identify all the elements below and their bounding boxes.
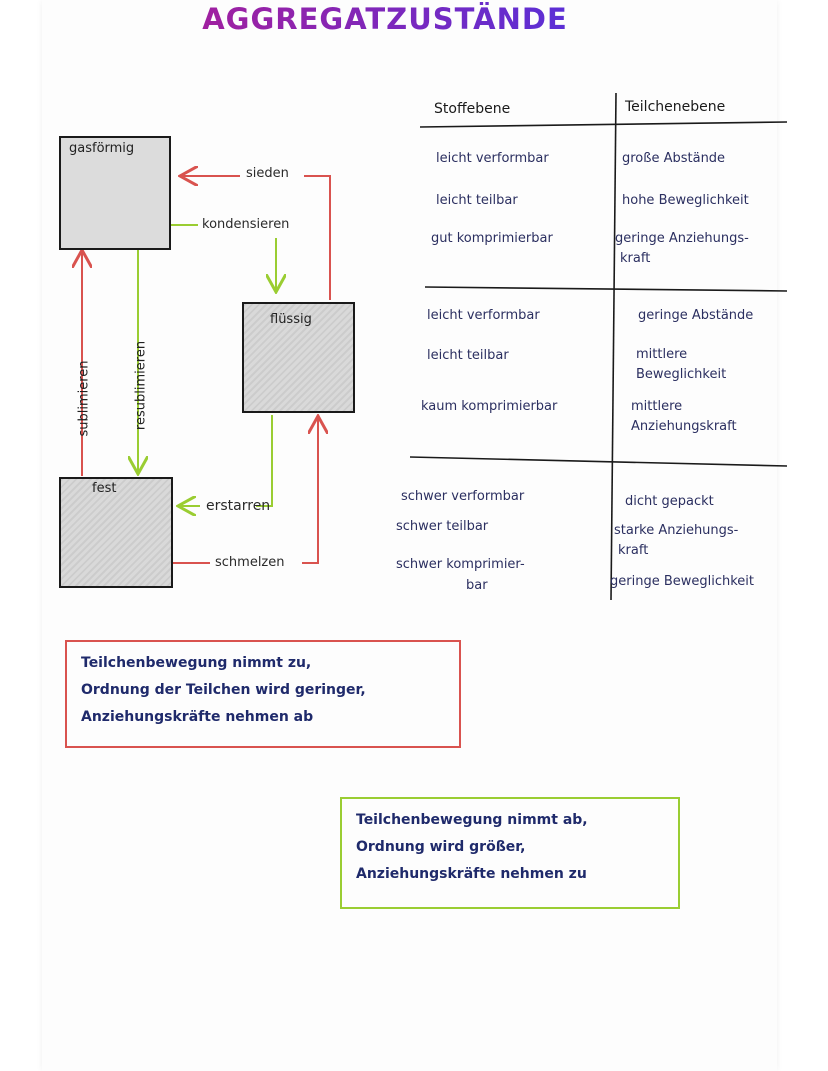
row1-stoff-1: leicht verformbar (436, 151, 549, 166)
row1-teilchen-3: geringe Anziehungs- (615, 231, 749, 246)
erstarren-label: erstarren (206, 498, 271, 514)
row2-teilchen-5: Anziehungskraft (631, 419, 737, 434)
resublimieren-label: resublimieren (133, 340, 149, 431)
table-header-line (420, 122, 787, 127)
erstarren-arrow (256, 415, 272, 506)
gas-state-label: gasförmig (69, 141, 135, 156)
row2-teilchen-1: geringe Abstände (638, 308, 754, 323)
row2-stoff-3: kaum komprimierbar (421, 399, 558, 414)
row3-stoff-1: schwer verformbar (401, 489, 525, 504)
row2-teilchen-3: Beweglichkeit (636, 367, 727, 382)
row3-teilchen-2: starke Anziehungs- (614, 523, 739, 538)
sieden-arrow (304, 176, 330, 300)
row3-stoff-2: schwer teilbar (396, 519, 489, 534)
row1-teilchen-2: hohe Beweglichkeit (622, 193, 749, 208)
header-stoffebene: Stoffebene (434, 101, 511, 117)
row3-teilchen-3: kraft (618, 543, 649, 558)
row1-stoff-2: leicht teilbar (436, 193, 518, 208)
schmelzen-label: schmelzen (215, 555, 285, 570)
row1-teilchen-1: große Abstände (622, 151, 726, 166)
row3-teilchen-4: geringe Beweglichkeit (610, 574, 755, 589)
row1-stoff-3: gut komprimierbar (431, 231, 553, 246)
note-increasing-energy (65, 640, 461, 748)
table-row-divider-2 (410, 457, 787, 466)
liquid-state-label: flüssig (270, 312, 312, 327)
note-green-line-3: Anziehungskräfte nehmen zu (356, 866, 587, 882)
row2-stoff-1: leicht verformbar (427, 308, 540, 323)
row2-stoff-2: leicht teilbar (427, 348, 509, 363)
row3-teilchen-1: dicht gepackt (625, 494, 714, 509)
row3-stoff-3: schwer komprimier- (396, 557, 525, 572)
note-green-line-1: Teilchenbewegung nimmt ab, (356, 812, 588, 828)
row3-stoff-4: bar (466, 578, 488, 593)
row1-teilchen-4: kraft (620, 251, 651, 266)
kondensieren-label: kondensieren (202, 217, 290, 232)
title-text: AGGREGATZUSTÄNDE (202, 2, 568, 36)
sieden-label: sieden (246, 166, 289, 181)
note-red-line-2: Ordnung der Teilchen wird geringer, (81, 682, 366, 698)
header-teilchenebene: Teilchenebene (625, 99, 726, 115)
note-red-line-1: Teilchenbewegung nimmt zu, (81, 655, 312, 671)
note-red-line-3: Anziehungskräfte nehmen ab (81, 709, 314, 725)
row2-teilchen-2: mittlere (636, 347, 688, 362)
sublimieren-label: sublimieren (76, 360, 92, 437)
solid-state-label: fest (92, 481, 117, 496)
schmelzen-arrow-up (302, 418, 318, 563)
row2-teilchen-4: mittlere (631, 399, 683, 414)
note-decreasing-energy (340, 797, 680, 909)
table-row-divider-1 (425, 287, 787, 291)
note-green-line-2: Ordnung wird größer, (356, 839, 526, 855)
